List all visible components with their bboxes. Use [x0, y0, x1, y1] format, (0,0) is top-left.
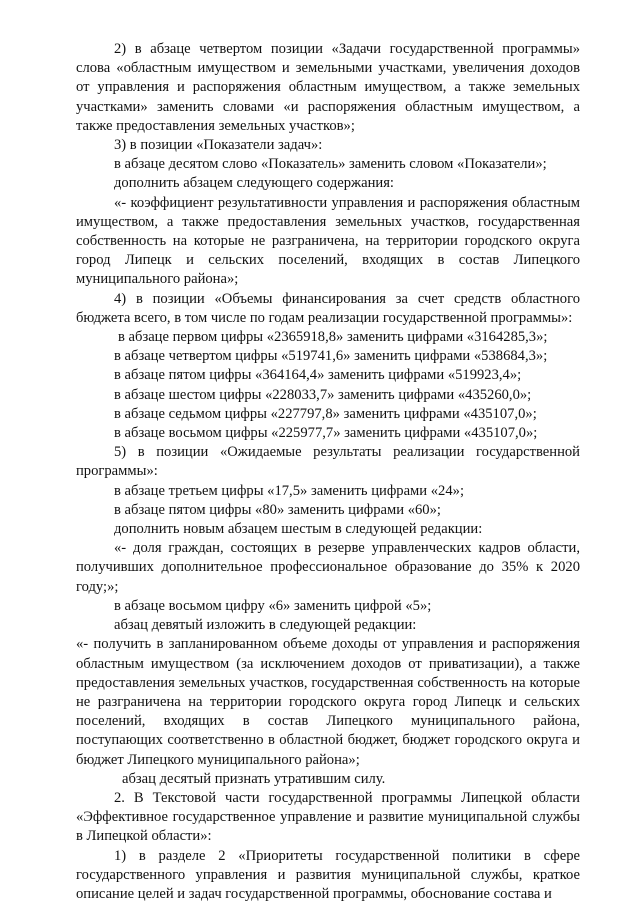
paragraph: 2) в абзаце четвертом позиции «Задачи государственной программы» слова «областным имуществом и земельными участками, увеличения доходов от управления и распоряжения областным имуществом, а также земельных участками» заменить словами «и распоряжения областным имуществом, а также предоставления земельных участков»;: [76, 41, 580, 134]
paragraph: в абзаце пятом цифры «364164,4» заменить цифрами «519923,4»;: [114, 367, 522, 384]
paragraph: в абзаце восьмом цифру «6» заменить цифрой «5»;: [114, 597, 432, 614]
paragraph: абзац девятый изложить в следующей редакции:: [114, 617, 417, 634]
paragraph: в абзаце десятом слово «Показатель» заменить словом «Показатели»;: [114, 156, 547, 173]
paragraph: в абзаце пятом цифры «80» заменить цифрами «60»;: [114, 501, 441, 518]
paragraph: в абзаце шестом цифры «228033,7» заменить цифрами «435260,0»;: [114, 386, 532, 403]
document-page: [76, 40, 580, 904]
paragraph: дополнить абзацем следующего содержания:: [114, 175, 394, 192]
paragraph: в абзаце третьем цифры «17,5» заменить цифрами «24»;: [114, 482, 464, 499]
paragraph: дополнить новым абзацем шестым в следующей редакции:: [114, 521, 483, 538]
paragraph: «- доля граждан, состоящих в резерве управленческих кадров области, получивших дополнительное профессиональное образование до 35% к 2020 году;»;: [76, 540, 580, 595]
paragraph: в абзаце восьмом цифры «225977,7» заменить цифрами «435107,0»;: [114, 425, 538, 442]
paragraph: 1) в разделе 2 «Приоритеты государственной политики в сфере государственного управления и развития муниципальной службы, краткое описание целей и задач государственной программы, обоснование состава и: [76, 847, 580, 902]
paragraph: «- коэффициент результативности управления и распоряжения областным имуществом, а также предоставления земельных участков, государственная собственность на которые не разграничена, на территории городского округа город Липецк и сельских поселений, входящих в состав Липецкого муниципального района»;: [76, 194, 580, 288]
paragraph: 5) в позиции «Ожидаемые результаты реализации государственной программы»:: [76, 444, 580, 480]
paragraph: 4) в позиции «Объемы финансирования за счет средств областного бюджета всего, в том числе по годам реализации государственной программы»:: [76, 290, 580, 326]
paragraph: «- получить в запланированном объеме доходы от управления и распоряжения областным имуществом (за исключением доходов от приватизации), а также предоставления земельных участков, государственная собственность на которые не разграничена на территории городского округа город Липецк и сельских поселений, входящих в состав Липецкого муниципального района, поступающих соответственно в областной бюджет, бюджет городского округа и бюджет Липецкого муниципального района»;: [76, 636, 580, 768]
paragraph: в абзаце первом цифры «2365918,8» заменить цифрами «3164285,3»;: [118, 329, 548, 346]
paragraph: 2. В Текстовой части государственной программы Липецкой области «Эффективное государственное управление и развитие муниципальной службы в Липецкой области»:: [76, 789, 580, 845]
paragraph: в абзаце седьмом цифры «227797,8» заменить цифрами «435107,0»;: [114, 405, 537, 422]
paragraph: абзац десятый признать утратившим силу.: [122, 770, 386, 787]
paragraph: 3) в позиции «Показатели задач»:: [114, 137, 323, 154]
paragraph: в абзаце четвертом цифры «519741,6» заменить цифрами «538684,3»;: [114, 348, 548, 365]
